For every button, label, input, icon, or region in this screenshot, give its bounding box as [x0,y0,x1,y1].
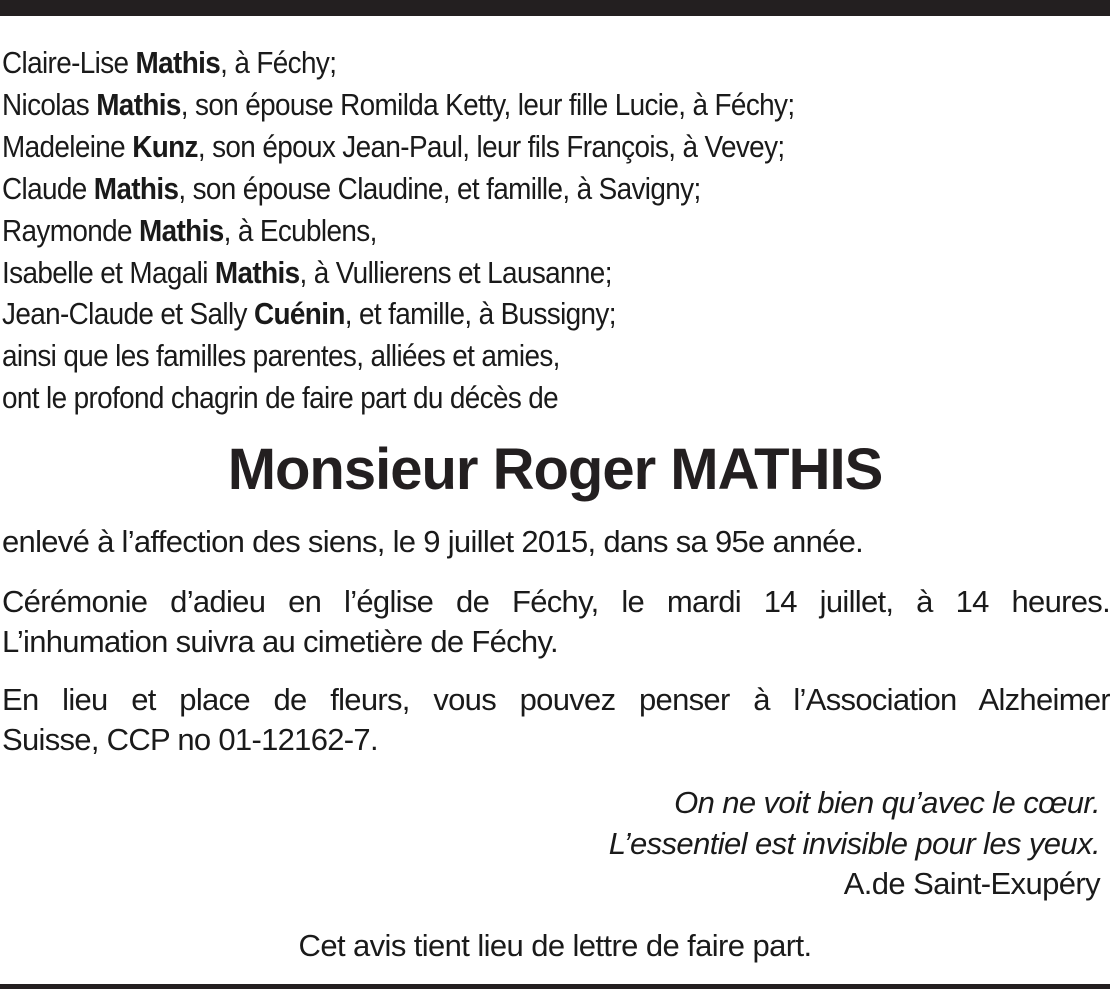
mourner-details: , à Vullierens et Lausanne; [299,254,612,290]
mourner-first-names: Isabelle et Magali [2,254,215,290]
mourner-surname: Kunz [132,128,198,164]
mourner-first-names: Madeleine [2,128,133,164]
ceremony-line-1: Cérémonie d’adieu en l’église de Féchy, le mardi 14 juillet, à 14 heures. [2,584,1110,619]
mourner-first-names: Claire-Lise [2,45,136,80]
announcement-line: ont le profond chagrin de faire part du décès de [2,380,559,416]
mourner-line [2,126,992,168]
mourner-surname: Mathis [93,170,179,206]
top-border-rule [0,0,1110,16]
mourner-line [2,252,992,294]
mourner-first-names: Raymonde [2,212,140,248]
death-date-line: enlevé à l’affection des siens, le 9 juillet 2015, dans sa 95e année. [2,524,864,559]
mourner-details: , à Féchy; [220,45,337,80]
mourner-first-names: Nicolas [2,86,97,122]
mourner-details: , à Ecublens, [223,212,377,248]
donation-line-1: En lieu et place de fleurs, vous pouvez penser à l’Association Alzheimer [2,682,1110,717]
ceremony-line-2: L’inhumation suivra au cimetière de Féchy. [2,624,558,659]
mourner-line [2,42,992,84]
mourner-line [2,210,992,252]
relatives-line: ainsi que les familles parentes, alliées et amies, [2,338,560,374]
mourner-surname: Mathis [214,254,300,290]
quote-author: A.de Saint-Exupéry [843,866,1100,901]
donation-paragraph [2,680,1110,760]
bottom-border-rule [0,984,1110,989]
ceremony-paragraph [2,582,1110,662]
deceased-name-heading: Monsieur Roger MATHIS [227,437,883,502]
mourner-first-names: Jean-Claude et Sally [2,296,254,332]
mourner-details: , son épouse Romilda Ketty, leur fille Lucie, à Féchy; [180,86,795,122]
donation-line-2: Suisse, CCP no 01-12162-7. [2,722,378,757]
epigraph-quote [609,783,1100,905]
mourner-surname: Mathis [139,212,224,248]
quote-line-2: L’essentiel est invisible pour les yeux. [608,825,1100,861]
mourner-details: , son époux Jean-Paul, leur fils François, à Vevey; [197,128,785,164]
mourner-line [2,84,992,126]
mourner-details: , et famille, à Bussigny; [344,296,616,332]
mourner-surname: Mathis [135,45,221,80]
closing-notice: Cet avis tient lieu de lettre de faire part. [298,928,812,963]
mourners-list [2,42,992,419]
mourner-line [2,293,992,335]
mourner-details: , son épouse Claudine, et famille, à Savigny; [178,170,701,206]
mourner-first-names: Claude [2,170,94,206]
quote-line-1: On ne voit bien qu’avec le cœur. [674,785,1100,820]
mourner-surname: Cuénin [253,296,345,332]
mourner-line [2,168,992,210]
mourner-surname: Mathis [96,86,181,122]
